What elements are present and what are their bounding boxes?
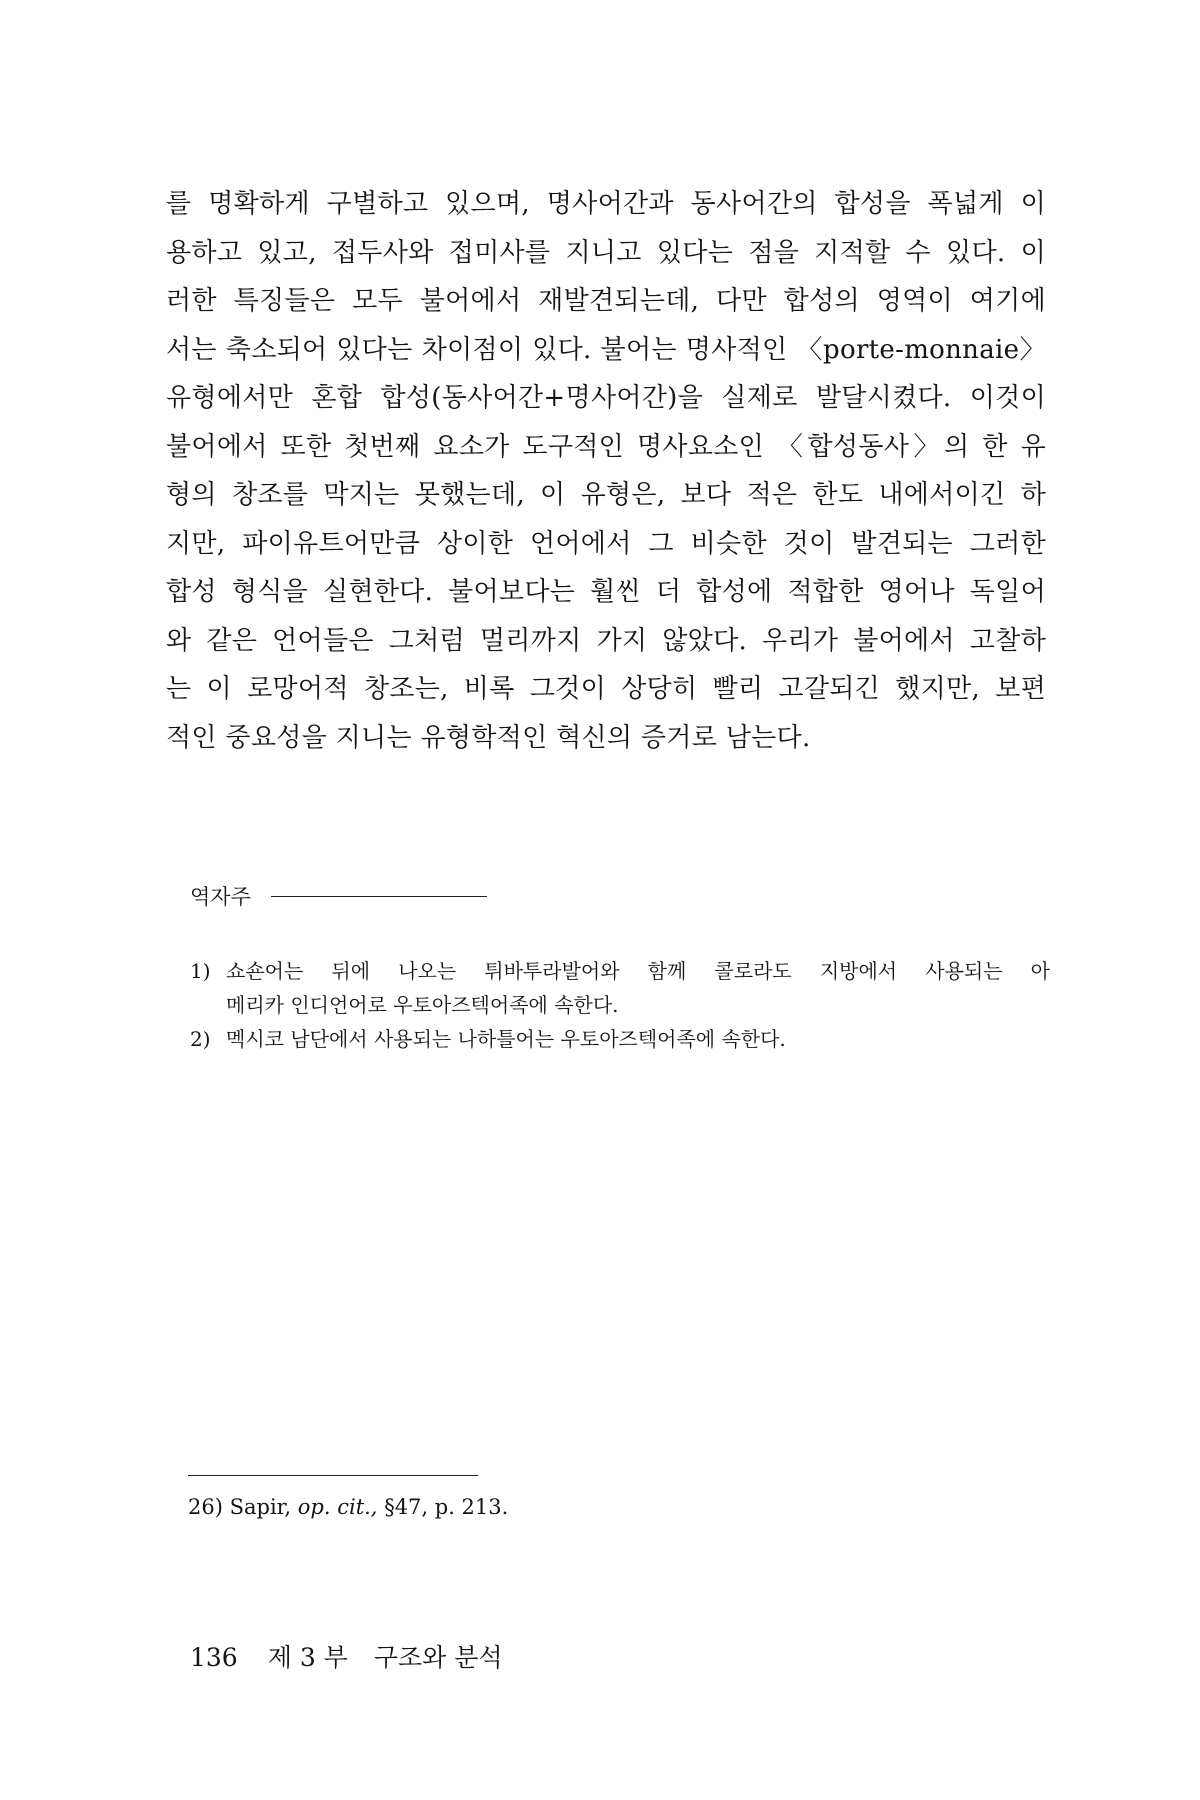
footnote-author: Sapir, (229, 1495, 292, 1519)
part-label: 제 3 부 (267, 1643, 348, 1672)
body-line: 합성 형식을 실현한다. 불어보다는 훨씬 더 합성에 적합한 영어나 독일어 (166, 577, 1046, 607)
body-line: 는 이 로망어적 창조는, 비록 그것이 상당히 빨리 고갈되긴 했지만, 보편 (166, 674, 1046, 704)
body-line: 불어에서 또한 첫번째 요소가 도구적인 명사요소인 〈합성동사〉의 한 유 (166, 431, 1046, 462)
body-line: 지만, 파이유트어만큼 상이한 언어에서 그 비슷한 것이 발견되는 그러한 (166, 528, 1046, 559)
footnote-reference: §47, p. 213. (384, 1495, 509, 1519)
body-line: 적인 중요성을 지니는 유형학적인 혁신의 증거로 남는다. (166, 722, 811, 753)
body-line: 와 같은 언어들은 그처럼 멀리까지 가지 않았다. 우리가 불어에서 고찰하 (166, 625, 1046, 656)
note-text: 쇼숀어는 뒤에 나오는 튀바투라발어와 함께 콜로라도 지방에서 사용되는 아 (226, 959, 1050, 983)
translator-note (190, 954, 1050, 1022)
section-title: 구조와 분석 (373, 1643, 503, 1672)
footnote-op-cit: op. cit., (297, 1495, 378, 1519)
note-text: 멕시코 남단에서 사용되는 나하틀어는 우토아즈텍어족에 속한다. (226, 1027, 786, 1051)
footnote-number: 26) (188, 1495, 223, 1519)
body-line: 러한 특징들은 모두 불어에서 재발견되는데, 다만 합성의 영역이 여기에 (166, 286, 1046, 316)
translator-note (190, 1022, 1050, 1056)
translator-notes-heading-label: 역자주 (190, 885, 251, 909)
translator-notes-list (190, 954, 1050, 1056)
body-line: 유형에서만 혼합 합성(동사어간+명사어간)을 실제로 발달시켰다. 이것이 (166, 383, 1046, 413)
body-line: 용하고 있고, 접두사와 접미사를 지니고 있다는 점을 지적할 수 있다. 이 (166, 237, 1046, 268)
translator-notes (190, 878, 1050, 1056)
footnote (188, 1490, 508, 1524)
body-line: 형의 창조를 막지는 못했는데, 이 유형은, 보다 적은 한도 내에서이긴 하 (166, 480, 1046, 510)
body-line: 를 명확하게 구별하고 있으며, 명사어간과 동사어간의 합성을 폭넓게 이 (166, 189, 1046, 219)
note-number: 1) (190, 959, 211, 983)
footnote-rule (188, 1475, 478, 1476)
page-number: 136 (190, 1643, 238, 1672)
running-footer (190, 1640, 503, 1676)
translator-notes-heading (190, 878, 1050, 914)
note-number: 2) (190, 1027, 211, 1051)
note-text-continuation: 메리카 인디언어로 우토아즈텍어족에 속한다. (226, 993, 619, 1017)
translator-notes-rule (271, 896, 487, 897)
body-line: 서는 축소되어 있다는 차이점이 있다. 불어는 명사적인 〈porte-monnaie〉 (166, 334, 1046, 365)
body-text (166, 180, 1046, 762)
